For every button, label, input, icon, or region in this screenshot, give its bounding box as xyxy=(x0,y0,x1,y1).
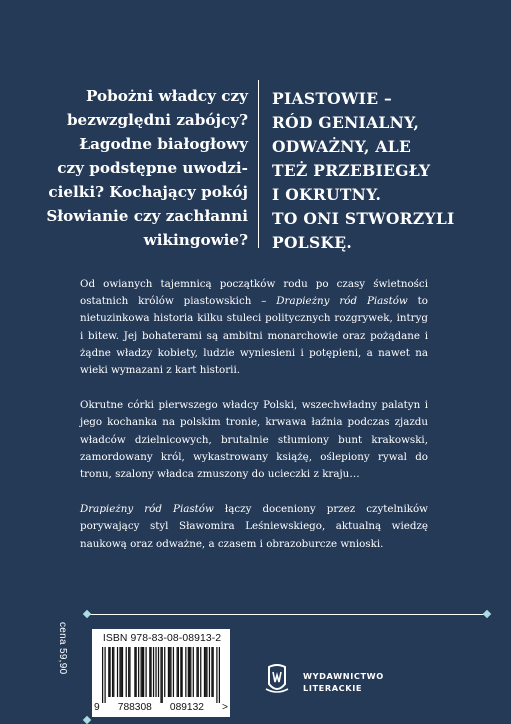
barcode-bar xyxy=(150,647,151,697)
barcode-bar xyxy=(164,647,165,697)
blurb xyxy=(80,276,428,571)
barcode-bar xyxy=(205,647,206,697)
barcode-bar xyxy=(112,647,113,697)
barcode-bar xyxy=(145,647,146,697)
bottom-rule xyxy=(87,614,487,615)
barcode-bar xyxy=(169,647,170,697)
book-title-italic: Drapieżny ród Piastów xyxy=(276,295,408,308)
headline-line: TEŻ PRZEBIEGŁY xyxy=(272,161,431,180)
vertical-divider xyxy=(258,80,259,248)
barcode-bar xyxy=(168,647,169,697)
barcode-bar xyxy=(104,647,105,703)
wl-publisher-logo-icon xyxy=(263,664,291,694)
blurb-paragraph-3 xyxy=(80,501,428,553)
publisher-name-line: LITERACKIE xyxy=(303,683,363,693)
barcode-bar xyxy=(136,647,137,697)
barcode-bar xyxy=(196,647,197,697)
barcode-bar xyxy=(180,647,181,697)
barcode-bar xyxy=(188,647,189,697)
price-label: cena 59,90 xyxy=(57,622,68,675)
barcode-bar xyxy=(117,647,118,697)
isbn-label: ISBN 978-83-08-08913-2 xyxy=(102,633,222,644)
barcode-bar xyxy=(160,647,161,703)
blurb-text: Od owianych tajemnicą początków rodu po czasy świetności ostatnich królów piastowskich – xyxy=(80,278,428,308)
ean-digits xyxy=(92,702,230,713)
barcode-bar xyxy=(142,647,143,697)
barcode-bar xyxy=(216,647,217,703)
barcode-bar xyxy=(198,647,199,697)
barcode-bar xyxy=(206,647,207,697)
teaser-questions xyxy=(40,84,248,252)
publisher-name xyxy=(303,670,384,694)
diamond-ornament-icon xyxy=(483,610,491,618)
barcode-bar xyxy=(143,647,144,697)
barcode-bar xyxy=(181,647,182,697)
barcode-bar xyxy=(219,647,220,703)
ean-left-group: 788308 xyxy=(117,702,152,713)
barcode-bar xyxy=(193,647,194,697)
headline-line: POLSKĘ. xyxy=(272,233,353,252)
barcode-bar xyxy=(102,647,103,703)
barcode-bar xyxy=(209,647,210,697)
barcode xyxy=(92,629,230,717)
barcode-bar xyxy=(129,647,130,697)
ean-right-group: 089132 xyxy=(169,702,204,713)
question-line: bezwzględni zabójcy? xyxy=(66,111,248,129)
barcode-bar xyxy=(108,647,109,697)
barcode-bar xyxy=(134,647,135,697)
publisher-name-line: WYDAWNICTWO xyxy=(303,671,384,681)
headline-line: ODWAŻNY, ALE xyxy=(272,137,412,156)
diamond-ornament-icon xyxy=(83,610,91,618)
question-line: Pobożni władcy czy xyxy=(85,87,248,105)
ean-first-digit: 9 xyxy=(94,702,100,713)
barcode-bar xyxy=(190,647,191,697)
barcode-bar xyxy=(109,647,110,697)
barcode-bar xyxy=(173,647,174,697)
barcode-bar xyxy=(119,647,120,697)
blurb-paragraph-1 xyxy=(80,276,428,379)
barcode-bar xyxy=(213,647,214,697)
barcode-bar xyxy=(141,647,142,697)
headline xyxy=(272,87,492,255)
barcode-bar xyxy=(128,647,129,697)
barcode-bar xyxy=(178,647,179,697)
barcode-bar xyxy=(162,647,163,703)
ean-arrow: > xyxy=(222,702,228,713)
question-line: wikingowie? xyxy=(143,231,248,249)
barcode-bar xyxy=(122,647,123,697)
barcode-bars xyxy=(102,647,220,703)
headline-line: I OKRUTNY. xyxy=(272,185,382,204)
blurb-text: to nietuzinkowa historia kilku stuleci politycznych rozgrywek, intryg i bitew. Jej bohaterami są ambitni monarchowie oraz pożądane i żądne władzy kobiety, ludzie wyniesieni i potępieni, a nawet na wieki wymazani z kart historii. xyxy=(80,295,428,377)
barcode-bar xyxy=(149,647,150,697)
barcode-bar xyxy=(113,647,114,697)
question-line: Łagodne białogłowy xyxy=(79,135,248,153)
publisher-block xyxy=(255,650,455,700)
question-line: Słowianie czy zachłanni xyxy=(46,207,248,225)
barcode-bar xyxy=(170,647,171,697)
question-line: czy podstępne uwodzi- xyxy=(57,159,248,177)
question-line: cielki? Kochający pokój xyxy=(48,183,248,201)
blurb-paragraph-2: Okrutne córki pierwszego władcy Polski, wszechwładny palatyn i jego kochanka na polskim tronie, krwawa łaźnia podczas zjazdu władców dzielnicowych, brutalnie stłumiony bunt krakowski, zamordowany król, wykastrowany książę, oślepiony rywal do tronu, szalony władca zmuszony do ucieczki z kraju… xyxy=(80,399,428,481)
barcode-bar xyxy=(121,647,122,697)
headline-line: TO ONI STWORZYLI xyxy=(272,209,455,228)
barcode-bar xyxy=(189,647,190,697)
barcode-bar xyxy=(211,647,212,697)
barcode-bar xyxy=(155,647,156,697)
blurb-text: łączy doceniony przez czytelników porywający styl Sławomira Leśniewskiego, aktualną wiedzę naukową oraz odważne, a czasem i obrazoburcze wnioski. xyxy=(80,503,428,550)
barcode-bar xyxy=(185,647,186,697)
barcode-bar xyxy=(138,647,139,697)
headline-line: PIASTOWIE – xyxy=(272,89,393,108)
barcode-bar xyxy=(204,647,205,697)
barcode-bar xyxy=(200,647,201,697)
book-title-italic: Drapieżny ród Piastów xyxy=(80,503,214,516)
barcode-bar xyxy=(153,647,154,697)
headline-line: RÓD GENIALNY, xyxy=(272,113,420,132)
barcode-bar xyxy=(126,647,127,697)
barcode-bar xyxy=(177,647,178,697)
barcode-bar xyxy=(158,647,159,697)
